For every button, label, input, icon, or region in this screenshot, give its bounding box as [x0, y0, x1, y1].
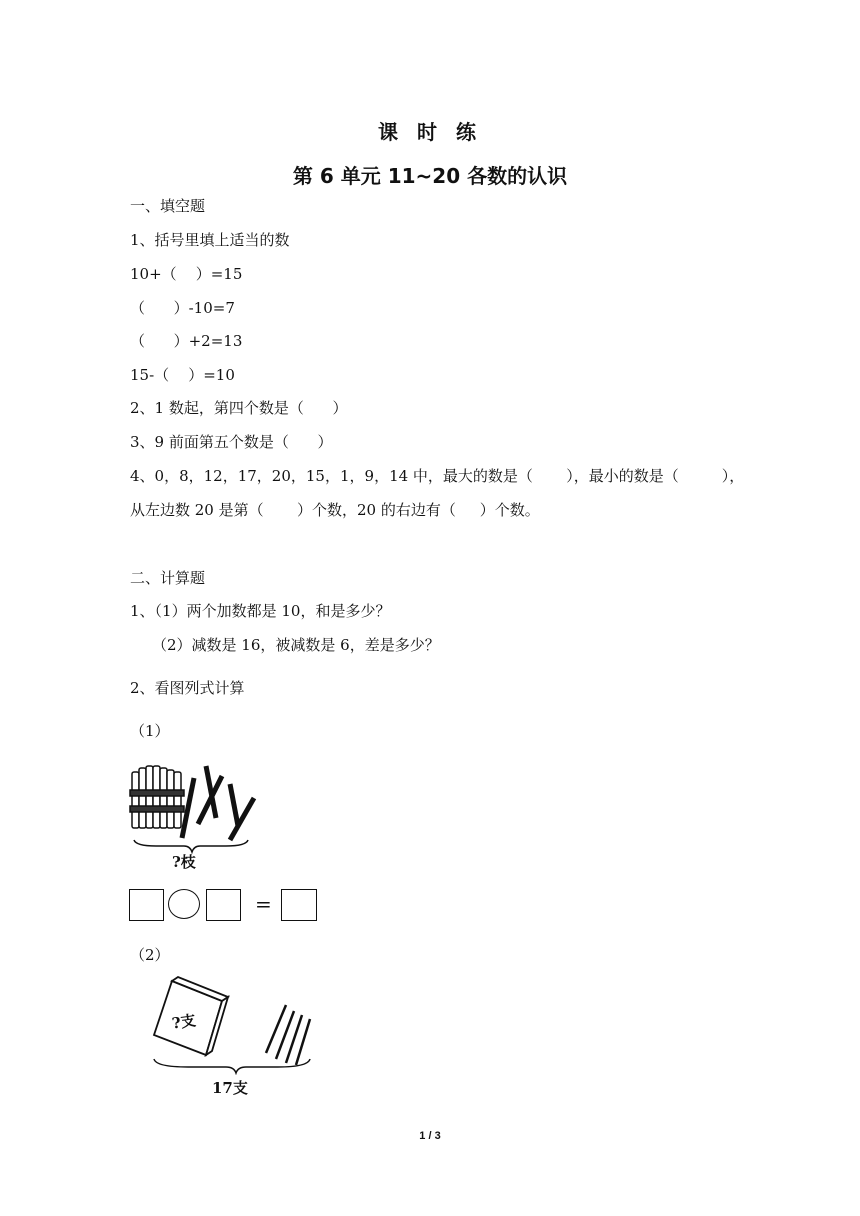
sticks-figure — [126, 760, 266, 870]
answer-box-3[interactable] — [281, 889, 317, 921]
q1-line-2: （ ）-10=7 — [130, 299, 235, 317]
q1-line-1: 10+（ ）=15 — [130, 265, 243, 283]
operator-circle[interactable] — [168, 889, 200, 919]
fig2-total-label: 17支 — [212, 1079, 248, 1097]
q3: 3、9 前面第五个数是（ ） — [130, 433, 333, 451]
part1-label: （1） — [130, 722, 170, 740]
answer-box-1[interactable] — [129, 889, 164, 921]
q2: 2、1 数起，第四个数是（ ） — [130, 399, 348, 417]
q1-title: 1、括号里填上适当的数 — [130, 231, 290, 249]
q4-line-1: 4、0，8，12，17，20，15，1，9，14 中，最大的数是（ ），最小的数是（ ）， — [130, 467, 745, 485]
unit-subtitle: 第 6 单元 11~20 各数的认识 — [292, 164, 568, 188]
q4-line-2: 从左边数 20 是第（ ）个数，20 的右边有（ ）个数。 — [130, 501, 540, 519]
fig1-label: ?枝 — [172, 853, 196, 871]
section2-heading: 二、计算题 — [130, 569, 206, 587]
answer-box-2[interactable] — [206, 889, 241, 921]
calc-q1b: （2）减数是 16，被减数是 6，差是多少？ — [152, 636, 440, 654]
q1-line-4: 15-（ ）=10 — [130, 366, 235, 384]
part2-label: （2） — [130, 946, 170, 964]
equals-sign: = — [255, 892, 272, 916]
fig2-box-label: ?支 — [170, 1011, 197, 1033]
calc-q1a: 1、（1）两个加数都是 10，和是多少？ — [130, 602, 391, 620]
calc-q2-title: 2、看图列式计算 — [130, 679, 245, 697]
q1-line-3: （ ）+2=13 — [130, 332, 243, 350]
document-title: 课 时 练 — [378, 120, 482, 144]
section1-heading: 一、填空题 — [130, 197, 206, 215]
page-number: 1 / 3 — [419, 1130, 441, 1142]
